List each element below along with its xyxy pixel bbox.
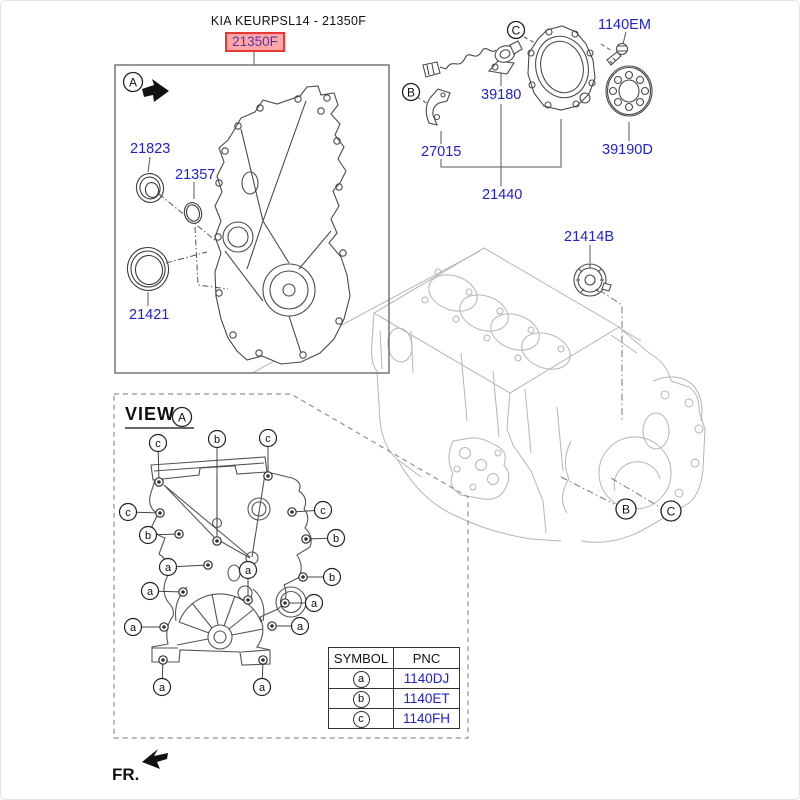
bolt-center: [177, 532, 181, 536]
bolt-center: [301, 575, 305, 579]
legend-pnc-1140FH[interactable]: 1140FH: [394, 709, 460, 729]
bolt-center: [283, 601, 287, 605]
bolt-center: [304, 537, 308, 541]
callout-B: [403, 84, 420, 101]
legend-header-row: [329, 648, 460, 669]
fastener-marker-b-7: [299, 569, 341, 586]
part-number-label-27015[interactable]: 27015: [421, 144, 462, 160]
marker-letter: a: [158, 681, 166, 694]
bolt-1140EM: [607, 44, 628, 66]
callout-A-letter: A: [177, 410, 187, 425]
bolt-center: [158, 511, 162, 515]
part-number-label-21421[interactable]: 21421: [129, 307, 170, 323]
fastener-markers: [120, 430, 345, 696]
marker-letter: c: [155, 437, 161, 450]
marker-letter: c: [320, 504, 326, 517]
legend-pnc-1140ET[interactable]: 1140ET: [394, 689, 460, 709]
fastener-marker-a-10: [160, 559, 213, 576]
marker-letter: a: [310, 597, 318, 610]
part-number-label-39190D[interactable]: 39190D: [602, 142, 653, 158]
seal-parts: [124, 171, 204, 294]
fastener-marker-c-5: [288, 502, 332, 519]
legend-row-b: [329, 689, 460, 709]
seal-plate-21440: [528, 26, 595, 110]
callout-C: [508, 22, 525, 39]
fastener-marker-c-3: [120, 504, 165, 521]
fastener-marker-a-13: [125, 619, 169, 636]
callout-C-letter: C: [511, 23, 521, 38]
marker-letter: b: [328, 571, 336, 584]
part-number-label-21823[interactable]: 21823: [130, 141, 171, 157]
bolt-center: [162, 625, 166, 629]
callout-C: [661, 501, 681, 521]
marker-letter: b: [144, 529, 152, 542]
legend-symbol-c: [329, 709, 394, 729]
bolt-center: [270, 624, 274, 628]
symbol-a-circle: a: [353, 671, 370, 688]
view-a-direction-arrow: [142, 79, 169, 102]
marker-letter: b: [213, 433, 221, 446]
fr-direction-arrow: [142, 749, 168, 769]
fastener-marker-a-9: [268, 618, 309, 635]
legend-row-a: [329, 669, 460, 689]
legend-symbol-b: [329, 689, 394, 709]
marker-letter: b: [332, 532, 340, 545]
bolt-center: [246, 598, 250, 602]
fr-label: FR.: [112, 765, 140, 784]
callout-B-letter: B: [621, 502, 631, 517]
fastener-marker-b-4: [140, 527, 184, 544]
marker-letter: a: [146, 585, 154, 598]
fastener-marker-b-1: [209, 431, 226, 546]
block-leader-lines: [561, 290, 658, 506]
crank-sensor-39180: [423, 41, 522, 77]
bolt-center: [157, 480, 161, 484]
symbol-b-circle: b: [353, 691, 370, 708]
bolt-center: [181, 590, 185, 594]
callout-A: [173, 408, 192, 427]
callout-C-letter: C: [666, 504, 676, 519]
legend-row-c: [329, 709, 460, 729]
part-number-label-21440[interactable]: 21440: [482, 187, 523, 203]
legend-symbol-a: [329, 669, 394, 689]
cap-21414B: [574, 264, 611, 296]
marker-letter: a: [258, 681, 266, 694]
callout-A-letter: A: [128, 75, 138, 90]
legend-pnc-1140DJ[interactable]: 1140DJ: [394, 669, 460, 689]
marker-letter: a: [296, 620, 304, 633]
part-number-label-21357[interactable]: 21357: [175, 167, 216, 183]
bolt-center: [206, 563, 210, 567]
callout-A: [124, 73, 143, 92]
marker-letter: c: [125, 506, 131, 519]
bolt-center: [261, 658, 265, 662]
diagram-title: KIA KEURPSL14 - 21350F: [210, 14, 367, 28]
marker-letter: c: [265, 432, 271, 445]
timing-cover-rear-view: [215, 86, 350, 364]
legend-header-pnc: PNC: [394, 648, 460, 669]
bolt-center: [215, 539, 219, 543]
bolt-center: [266, 474, 270, 478]
part-number-label-39180[interactable]: 39180: [481, 87, 522, 103]
highlighted-pnc[interactable]: 21350F: [225, 32, 285, 52]
fastener-marker-a-8: [281, 595, 323, 612]
symbol-c-circle: c: [353, 711, 370, 728]
bolt-center: [290, 510, 294, 514]
fastener-marker-a-11: [240, 562, 257, 605]
marker-letter: a: [129, 621, 137, 634]
part-number-label-21414B[interactable]: 21414B: [564, 229, 614, 245]
symbol-legend-table: [328, 647, 460, 729]
fastener-marker-a-15: [254, 656, 271, 696]
bracket-27015: [426, 89, 450, 125]
marker-letter: a: [164, 561, 172, 574]
view-a-title: VIEW: [125, 404, 176, 424]
marker-letter: a: [244, 564, 252, 577]
callout-B: [616, 499, 636, 519]
part-number-label-1140EM[interactable]: 1140EM: [598, 17, 651, 33]
bolt-center: [161, 658, 165, 662]
drive-plate-39190D: [606, 66, 652, 116]
legend-header-symbol: SYMBOL: [329, 648, 394, 669]
callout-B-letter: B: [406, 85, 416, 100]
